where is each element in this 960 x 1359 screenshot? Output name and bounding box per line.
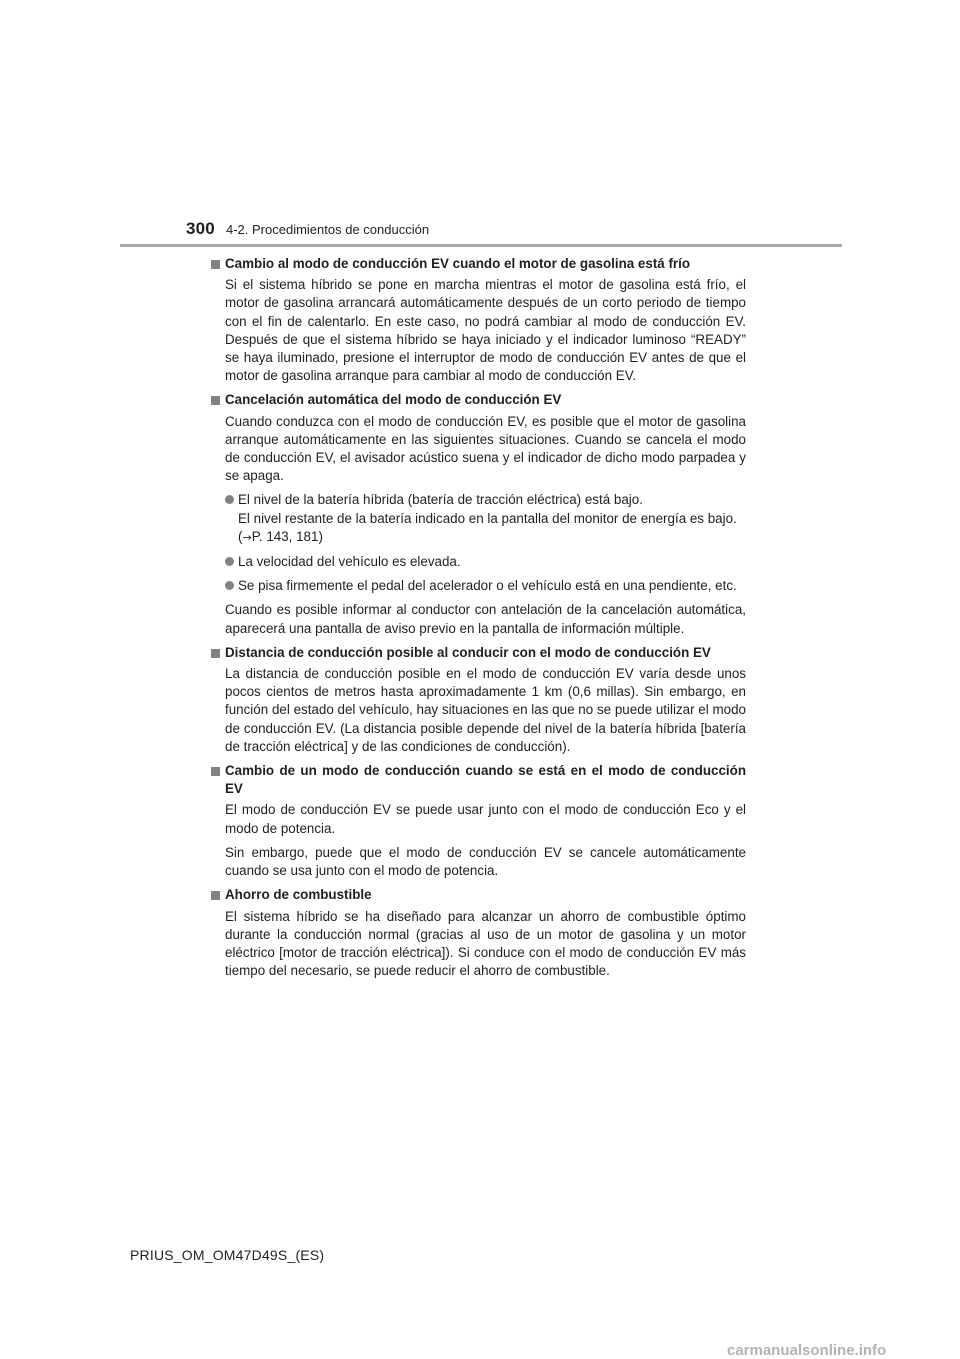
list-item-detail: El nivel restante de la batería indicado en la pantalla del monitor de energía es bajo. <box>238 510 737 526</box>
section-heading <box>210 886 746 904</box>
paragraph: Si el sistema híbrido se pone en marcha mientras el motor de gasolina está frío, el motor de gasolina arrancará automáticamente después de un corto periodo de tiempo con el fin de calentarlo. En este caso, no podrá cambiar al modo de conducción EV. Después de que el sistema híbrido se haya iniciado y el indicador luminoso “READY” se haya iluminado, presione el interruptor de modo de conducción EV antes de que el motor de gasolina arranque para cambiar al modo de conducción EV. <box>225 277 746 384</box>
section-mode-change <box>210 762 746 880</box>
section-auto-cancel <box>210 391 746 637</box>
arrow-right-icon: → <box>242 530 252 544</box>
section-fuel-economy <box>210 886 746 980</box>
circle-bullet-icon <box>225 557 234 566</box>
header-rule <box>120 244 842 247</box>
paragraph: El modo de conducción EV se puede usar junto con el modo de conducción Eco y el modo de potencia. <box>225 802 746 836</box>
paragraph: Cuando conduzca con el modo de conducción EV, es posible que el motor de gasolina arranque automáticamente en las siguientes situaciones. Cuando se cancela el modo de conducción EV, el avisador acústico suena y el indicador de dicho modo parpadea y se apaga. <box>225 413 746 484</box>
square-bullet-icon <box>211 767 220 776</box>
section-heading-text: Ahorro de combustible <box>225 887 372 903</box>
section-heading <box>210 255 746 273</box>
circle-bullet-icon <box>225 495 234 504</box>
section-heading-text: Cambio al modo de conducción EV cuando el motor de gasolina está frío <box>225 256 691 271</box>
list-item-text: La velocidad del vehículo es elevada. <box>238 554 461 570</box>
list-item-text: El nivel de la batería híbrida (batería de tracción eléctrica) está bajo. <box>238 492 643 508</box>
page-number: 300 <box>186 219 215 238</box>
list-item <box>210 577 746 595</box>
document-code: PRIUS_OM_OM47D49S_(ES) <box>130 1247 325 1263</box>
square-bullet-icon <box>211 260 220 269</box>
list-item-text: Se pisa firmemente el pedal del acelerador o el vehículo está en una pendiente, etc. <box>238 578 737 594</box>
section-cold-engine <box>210 255 746 385</box>
section-heading <box>210 644 746 662</box>
paragraph: Cuando es posible informar al conductor con antelación de la cancelación automática, aparecerá una pantalla de aviso previo en la pantalla de información múltiple. <box>225 602 746 636</box>
paragraph: La distancia de conducción posible en el modo de conducción EV varía desde unos pocos cientos de metros hasta aproximadamente 1 km (0,6 millas). Sin embargo, en función del estado del vehículo, hay situaciones en las que no se puede utilizar el modo de conducción EV. (La distancia posible depende del nivel de la batería híbrida [batería de tracción eléctrica] y de las condiciones de conducción). <box>225 666 746 754</box>
paragraph: El sistema híbrido se ha diseñado para alcanzar un ahorro de combustible óptimo durante la conducción normal (gracias al uso de un motor de gasolina y un motor eléctrico [motor de tracción eléctrica]). Si conduce con el modo de conducción EV más tiempo del necesario, se puede reducir el ahorro de combustible. <box>225 908 746 979</box>
square-bullet-icon <box>211 649 220 658</box>
page-content <box>210 252 746 986</box>
circle-bullet-icon <box>225 581 234 590</box>
section-heading-text: Cancelación automática del modo de conducción EV <box>225 392 562 408</box>
list-item <box>210 491 746 547</box>
section-heading <box>210 391 746 409</box>
page-reference: (→P. 143, 181) <box>238 528 323 544</box>
section-heading <box>210 762 746 798</box>
square-bullet-icon <box>211 891 220 900</box>
section-heading-text: Distancia de conducción posible al conducir con el modo de conducción EV <box>225 644 711 660</box>
section-ev-distance <box>210 644 746 756</box>
paragraph: Sin embargo, puede que el modo de conducción EV se cancele automáticamente cuando se usa junto con el modo de potencia. <box>225 844 746 879</box>
list-item <box>210 553 746 571</box>
section-heading-text: Cambio de un modo de conducción cuando se está en el modo de conducción EV <box>225 763 746 797</box>
section-title: 4-2. Procedimientos de conducción <box>226 222 430 237</box>
square-bullet-icon <box>211 396 220 405</box>
watermark: carmanualsonline.info <box>727 1342 887 1359</box>
